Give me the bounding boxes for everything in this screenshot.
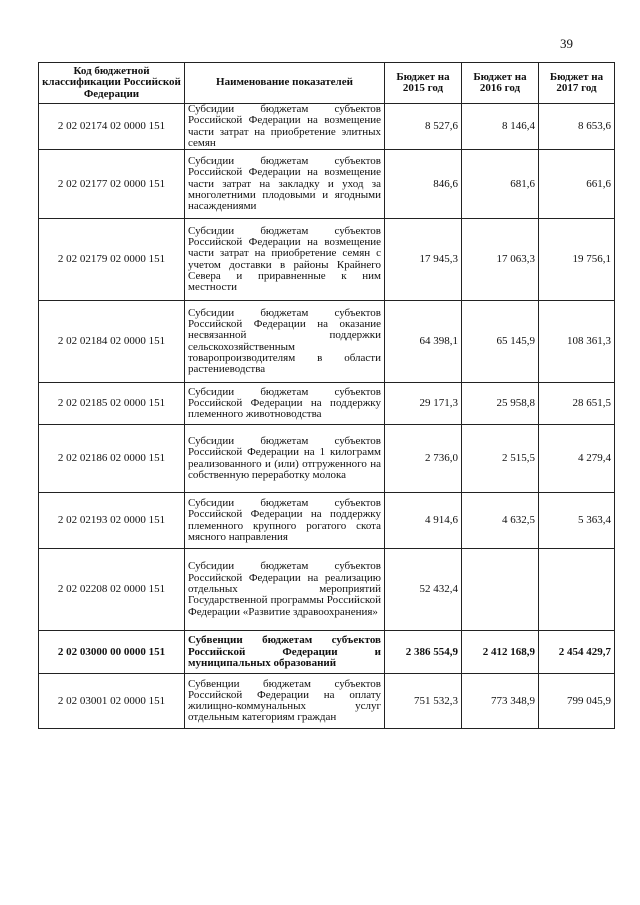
row-value-2016: 773 348,9 (462, 674, 539, 729)
page-number: 39 (560, 36, 573, 51)
row-value-2015: 17 945,3 (385, 219, 462, 301)
row-name: Субсидии бюджетам субъектов Российской Федерации на оказание несвязанной поддержки сельскохозяйственным товаропроизводителям в области растениеводства (185, 301, 385, 383)
row-value-2015: 846,6 (385, 150, 462, 219)
row-code: 2 02 02208 02 0000 151 (39, 549, 185, 631)
budget-table (38, 62, 615, 729)
row-value-2016: 4 632,5 (462, 493, 539, 549)
table-row-total (39, 631, 615, 674)
row-value-2017: 799 045,9 (539, 674, 615, 729)
row-name: Субсидии бюджетам субъектов Российской Федерации на реализацию отдельных мероприятий Государственной программы Российской Федерации «Развитие здравоохранения» (185, 549, 385, 631)
row-value-2017: 19 756,1 (539, 219, 615, 301)
row-name: Субсидии бюджетам субъектов Российской Федерации на 1 килограмм реализованного и (или) отгруженного на собственную переработку молока (185, 425, 385, 493)
table-row (39, 493, 615, 549)
row-name: Субсидии бюджетам субъектов Российской Федерации на возмещение части затрат на закладку и уход за многолетними плодовыми и ягодными насаждениями (185, 150, 385, 219)
row-value-2015: 4 914,6 (385, 493, 462, 549)
row-code: 2 02 03001 02 0000 151 (39, 674, 185, 729)
row-code: 2 02 02179 02 0000 151 (39, 219, 185, 301)
row-name: Субвенции бюджетам субъектов Российской Федерации и муниципальных образований (185, 631, 385, 674)
table-row (39, 219, 615, 301)
table-row (39, 674, 615, 729)
row-value-2016 (462, 549, 539, 631)
row-value-2015: 751 532,3 (385, 674, 462, 729)
row-value-2017: 2 454 429,7 (539, 631, 615, 674)
row-code: 2 02 02174 02 0000 151 (39, 104, 185, 150)
row-name: Субсидии бюджетам субъектов Российской Федерации на поддержку племенного животноводства (185, 383, 385, 425)
row-value-2016: 25 958,8 (462, 383, 539, 425)
row-value-2017: 108 361,3 (539, 301, 615, 383)
table-row (39, 383, 615, 425)
row-value-2015: 29 171,3 (385, 383, 462, 425)
header-2015: Бюджет на 2015 год (385, 63, 462, 104)
row-code: 2 02 02186 02 0000 151 (39, 425, 185, 493)
table-row (39, 549, 615, 631)
row-name: Субвенции бюджетам субъектов Российской Федерации на оплату жилищно-коммунальных услуг отдельным категориям граждан (185, 674, 385, 729)
header-2017: Бюджет на 2017 год (539, 63, 615, 104)
row-value-2017: 8 653,6 (539, 104, 615, 150)
row-value-2015: 2 736,0 (385, 425, 462, 493)
header-code: Код бюджетной классификации Российской Федерации (39, 63, 185, 104)
row-code: 2 02 02193 02 0000 151 (39, 493, 185, 549)
row-value-2017 (539, 549, 615, 631)
row-code: 2 02 02185 02 0000 151 (39, 383, 185, 425)
table-row (39, 150, 615, 219)
row-value-2016: 17 063,3 (462, 219, 539, 301)
header-2016: Бюджет на 2016 год (462, 63, 539, 104)
row-value-2015: 64 398,1 (385, 301, 462, 383)
row-code: 2 02 03000 00 0000 151 (39, 631, 185, 674)
row-value-2016: 65 145,9 (462, 301, 539, 383)
row-code: 2 02 02177 02 0000 151 (39, 150, 185, 219)
row-value-2016: 681,6 (462, 150, 539, 219)
table-row (39, 104, 615, 150)
row-name: Субсидии бюджетам субъектов Российской Федерации на поддержку племенного крупного рогатого скота мясного направления (185, 493, 385, 549)
row-value-2017: 4 279,4 (539, 425, 615, 493)
row-value-2016: 2 515,5 (462, 425, 539, 493)
row-value-2017: 661,6 (539, 150, 615, 219)
table-row (39, 425, 615, 493)
row-value-2015: 8 527,6 (385, 104, 462, 150)
row-code: 2 02 02184 02 0000 151 (39, 301, 185, 383)
table-header-row (39, 63, 615, 104)
table-row (39, 301, 615, 383)
row-value-2016: 2 412 168,9 (462, 631, 539, 674)
header-name: Наименование показателей (185, 63, 385, 104)
row-name: Субсидии бюджетам субъектов Российской Федерации на возмещение части затрат на приобретение элитных семян (185, 104, 385, 150)
row-value-2015: 2 386 554,9 (385, 631, 462, 674)
row-value-2017: 28 651,5 (539, 383, 615, 425)
row-name: Субсидии бюджетам субъектов Российской Федерации на возмещение части затрат на приобретение семян с учетом доставки в районы Крайнего Севера и приравненные к ним местности (185, 219, 385, 301)
row-value-2015: 52 432,4 (385, 549, 462, 631)
row-value-2016: 8 146,4 (462, 104, 539, 150)
row-value-2017: 5 363,4 (539, 493, 615, 549)
